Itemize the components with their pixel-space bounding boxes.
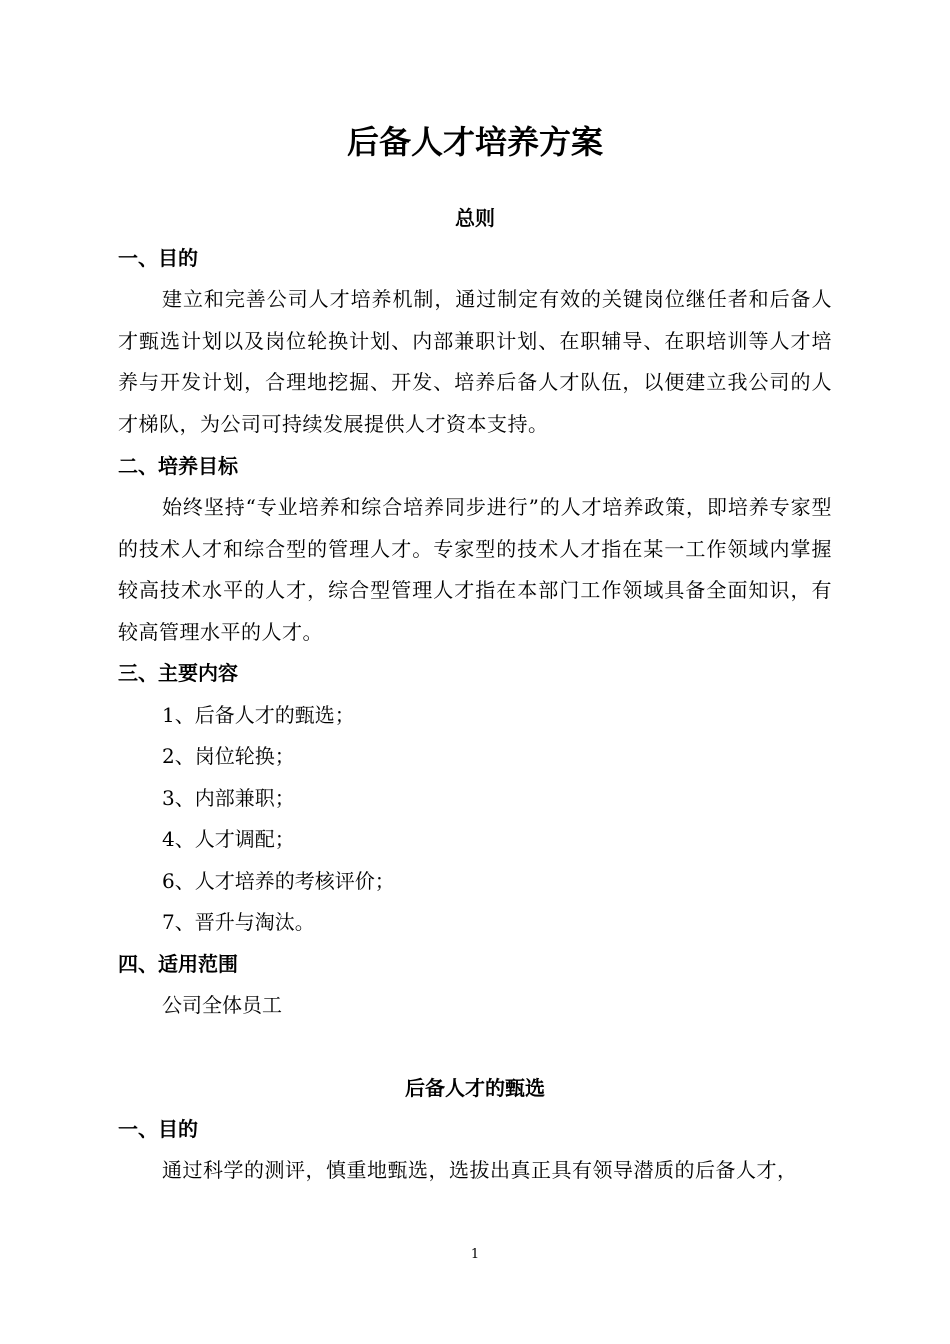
heading-selection-purpose: 一、目的 — [118, 1117, 198, 1141]
heading-scope: 四、适用范围 — [118, 952, 238, 976]
heading-main-content: 三、主要内容 — [118, 661, 238, 685]
list-item: 1、后备人才的甄选； — [162, 703, 355, 727]
list-item: 3、内部兼职； — [162, 786, 295, 810]
section-heading-selection: 后备人才的甄选 — [405, 1076, 545, 1100]
document-title: 后备人才培养方案 — [346, 123, 603, 161]
list-item: 4、人才调配； — [162, 827, 295, 851]
scope-text: 公司全体员工 — [162, 993, 282, 1017]
list-item: 2、岗位轮换； — [162, 744, 295, 768]
paragraph-training-goal: 始终坚持“专业培养和综合培养同步进行”的人才培养政策，即培养专家型的技术人才和综合型的管理人才。专家型的技术人才指在某一工作领域内掌握较高技术水平的人才，综合型管理人才指在本部门工作领域具备全面知识，有较高管理水平的人才。 — [118, 495, 832, 644]
paragraph-purpose: 建立和完善公司人才培养机制，通过制定有效的关键岗位继任者和后备人才甄选计划以及岗位轮换计划、内部兼职计划、在职辅导、在职培训等人才培养与开发计划，合理地挖掘、开发、培养后备人才队伍，以便建立我公司的人才梯队，为公司可持续发展提供人才资本支持。 — [118, 287, 832, 436]
paragraph-selection-purpose: 通过科学的测评，慎重地甄选，选拔出真正具有领导潜质的后备人才， — [162, 1158, 798, 1182]
section-heading-general: 总则 — [455, 206, 495, 230]
page-number: 1 — [470, 1247, 480, 1262]
heading-purpose: 一、目的 — [118, 246, 198, 270]
list-item: 7、晋升与淘汰。 — [162, 910, 315, 934]
heading-training-goal: 二、培养目标 — [118, 454, 238, 478]
list-item: 6、人才培养的考核评价； — [162, 869, 395, 893]
